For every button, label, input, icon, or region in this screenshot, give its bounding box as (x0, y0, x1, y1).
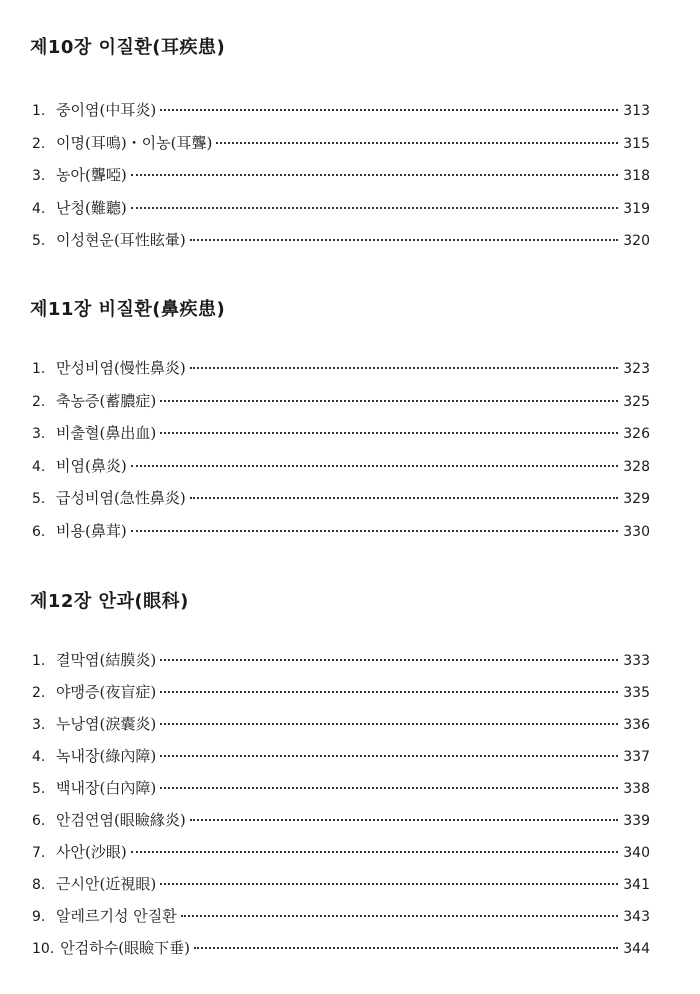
entry-page: 319 (623, 200, 650, 217)
entry-number: 4. (32, 458, 46, 475)
entry-number: 3. (32, 426, 46, 442)
entry-page: 336 (623, 717, 650, 733)
chapter-title: 제12장 안과(眼科) (30, 591, 189, 612)
entry-number: 2. (32, 393, 46, 410)
entry-page: 328 (623, 458, 650, 475)
dot-leader (160, 691, 618, 693)
entry-number: 6. (32, 813, 46, 829)
dot-leader (160, 723, 618, 725)
dot-leader (131, 174, 618, 176)
entry-title: 비용(鼻茸) (56, 521, 127, 540)
entry-page: 340 (623, 845, 650, 861)
dot-leader (190, 239, 618, 241)
entry-title: 백내장(白內障) (56, 779, 157, 797)
toc-entry[interactable] (32, 423, 650, 456)
dot-leader (160, 883, 618, 885)
entry-number: 9. (32, 909, 46, 925)
chapter-11 (30, 298, 650, 540)
chapter-10 (30, 36, 650, 249)
entry-title: 누낭염(淚囊炎) (56, 715, 157, 733)
toc-entry[interactable] (32, 778, 650, 810)
entry-title: 사안(沙眼) (56, 843, 127, 861)
entry-number: 3. (32, 717, 46, 733)
toc-entry[interactable] (32, 650, 650, 682)
entry-title: 축농증(蓄膿症) (56, 391, 157, 410)
entry-title: 안검연염(眼瞼緣炎) (56, 811, 186, 829)
entry-page: 344 (623, 941, 650, 957)
entry-title: 중이염(中耳炎) (56, 101, 157, 119)
toc-entry[interactable] (32, 358, 650, 391)
entry-number: 2. (32, 135, 46, 152)
entry-title: 비출혈(鼻出血) (56, 424, 157, 442)
toc-entry[interactable] (32, 100, 650, 133)
toc-entry[interactable] (32, 165, 650, 198)
entry-title: 이성현운(耳性眩暈) (56, 231, 186, 249)
entry-page: 341 (623, 877, 650, 893)
entry-page: 315 (623, 135, 650, 152)
entry-number: 5. (32, 781, 46, 797)
entry-number: 5. (32, 233, 46, 249)
entry-title: 급성비염(急性鼻炎) (56, 489, 186, 507)
entry-number: 3. (32, 168, 46, 184)
dot-leader (131, 465, 618, 467)
toc-entry[interactable] (32, 230, 650, 263)
dot-leader (181, 915, 618, 917)
toc-entry[interactable] (32, 842, 650, 874)
entry-number: 6. (32, 523, 46, 540)
entry-title: 근시안(近視眼) (56, 875, 157, 893)
entry-title: 녹내장(綠內障) (56, 747, 157, 765)
entry-number: 8. (32, 877, 46, 893)
entry-page: 325 (623, 393, 650, 410)
toc-entry[interactable] (32, 456, 650, 489)
toc-entry[interactable] (32, 391, 650, 424)
dot-leader (190, 819, 618, 821)
toc-entry[interactable] (32, 746, 650, 778)
entry-title: 난청(難聽) (56, 198, 127, 217)
toc-entry[interactable] (32, 810, 650, 842)
entry-page: 337 (623, 749, 650, 765)
dot-leader (190, 497, 618, 499)
entry-page: 338 (623, 781, 650, 797)
entry-number: 10. (32, 941, 55, 957)
toc-entry[interactable] (32, 133, 650, 166)
entry-page: 318 (623, 168, 650, 184)
entry-list (32, 650, 650, 970)
dot-leader (160, 109, 618, 111)
entry-number: 1. (32, 103, 46, 119)
dot-leader (160, 432, 618, 434)
dot-leader (190, 367, 618, 369)
entry-number: 7. (32, 845, 46, 861)
toc-entry[interactable] (32, 938, 650, 970)
dot-leader (131, 207, 618, 209)
dot-leader (216, 142, 618, 144)
entry-title: 만성비염(慢性鼻炎) (56, 359, 186, 377)
dot-leader (160, 755, 618, 757)
toc-entry[interactable] (32, 198, 650, 231)
entry-number: 4. (32, 200, 46, 217)
entry-page: 339 (623, 813, 650, 829)
entry-title: 알레르기성 안질환 (56, 907, 177, 925)
entry-page: 330 (623, 523, 650, 540)
chapter-title: 제11장 비질환(鼻疾患) (30, 299, 226, 320)
dot-leader (160, 659, 618, 661)
entry-page: 335 (623, 685, 650, 701)
entry-title: 이명(耳鳴)・이농(耳聾) (56, 133, 213, 152)
dot-leader (131, 530, 618, 532)
dot-leader (160, 787, 618, 789)
entry-list (32, 100, 650, 263)
entry-page: 313 (623, 103, 650, 119)
toc-entry[interactable] (32, 906, 650, 938)
entry-page: 320 (623, 233, 650, 249)
dot-leader (160, 400, 618, 402)
toc-entry[interactable] (32, 874, 650, 906)
entry-page: 329 (623, 491, 650, 507)
toc-entry[interactable] (32, 488, 650, 521)
toc-entry[interactable] (32, 682, 650, 714)
entry-number: 5. (32, 491, 46, 507)
entry-title: 비염(鼻炎) (56, 456, 127, 475)
entry-page: 323 (623, 361, 650, 377)
entry-title: 결막염(結膜炎) (56, 651, 157, 669)
toc-entry[interactable] (32, 521, 650, 554)
entry-number: 1. (32, 653, 46, 669)
entry-title: 야맹증(夜盲症) (56, 683, 157, 701)
dot-leader (131, 851, 618, 853)
dot-leader (194, 947, 618, 949)
entry-list (32, 358, 650, 553)
entry-page: 343 (623, 909, 650, 925)
entry-title: 농아(聾啞) (56, 166, 127, 184)
chapter-12 (30, 590, 650, 957)
entry-title: 안검하수(眼瞼下垂) (60, 939, 190, 957)
entry-number: 2. (32, 685, 46, 701)
entry-number: 1. (32, 361, 46, 377)
entry-number: 4. (32, 749, 46, 765)
chapter-title: 제10장 이질환(耳疾患) (30, 37, 226, 58)
toc-entry[interactable] (32, 714, 650, 746)
entry-page: 326 (623, 426, 650, 442)
entry-page: 333 (623, 653, 650, 669)
